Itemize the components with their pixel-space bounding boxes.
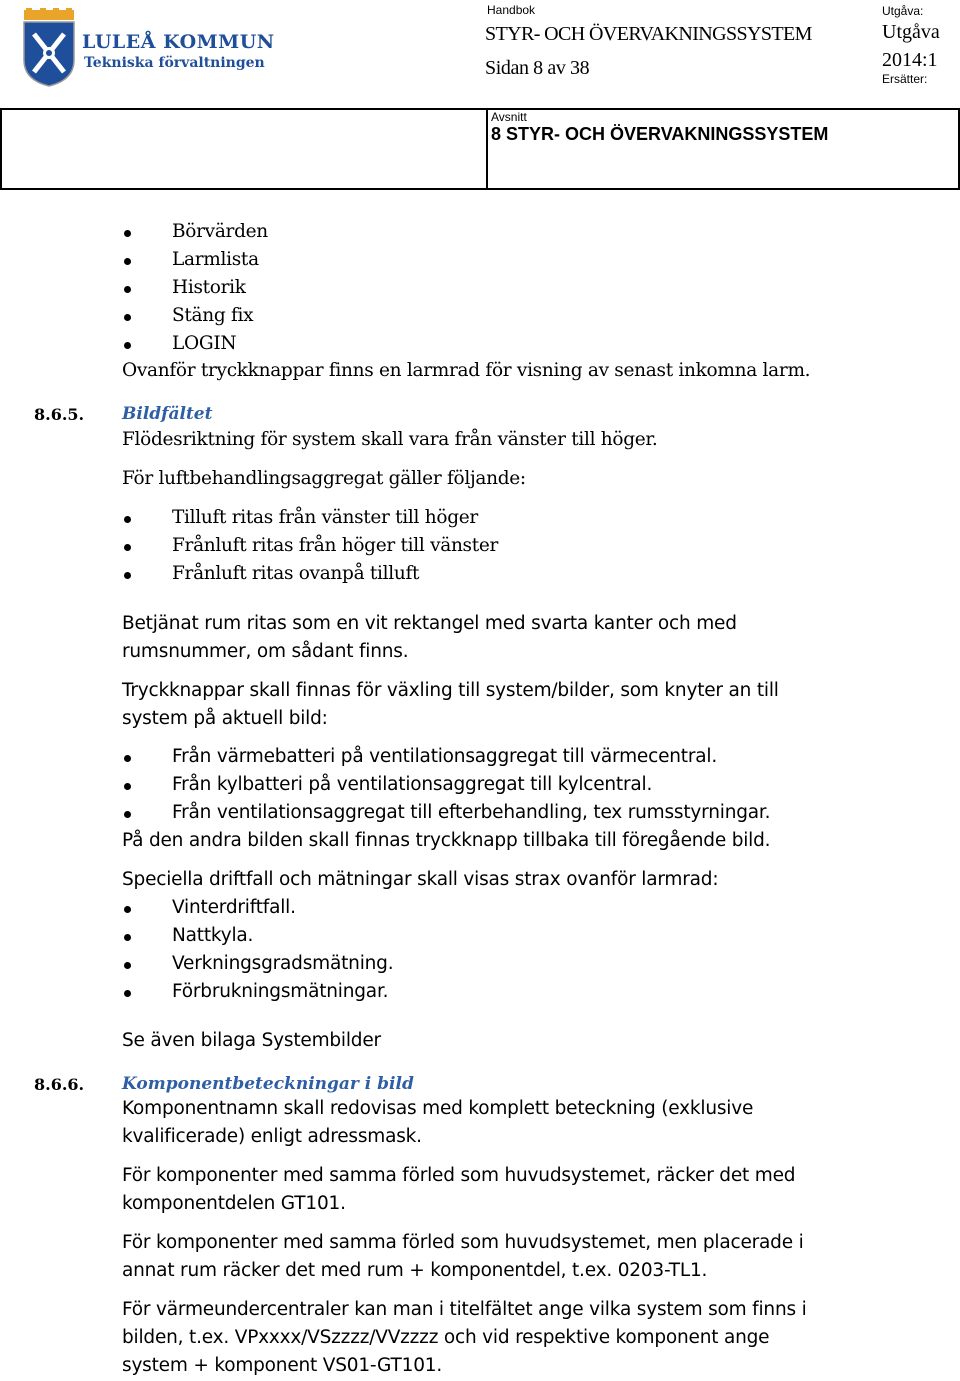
paragraph: bilden, t.ex. VPxxxx/VSzzzz/VVzzzz och vid respektive komponent ange <box>122 1327 770 1348</box>
coat-of-arms-icon <box>20 8 78 88</box>
paragraph: För komponenter med samma förled som huvudsystemet, räcker det med <box>122 1165 796 1186</box>
paragraph: system på aktuell bild: <box>122 708 328 729</box>
list-item: Frånluft ritas från höger till vänster <box>172 535 499 556</box>
paragraph: Betjänat rum ritas som en vit rektangel med svarta kanter och med <box>122 613 737 634</box>
list-item: Frånluft ritas ovanpå tilluft <box>172 563 420 584</box>
list-item: Börvärden <box>172 221 268 242</box>
list-item: Från kylbatteri på ventilationsaggregat till kylcentral. <box>172 774 653 795</box>
paragraph: Se även bilaga Systembilder <box>122 1030 381 1051</box>
page-number: Sidan 8 av 38 <box>485 57 590 79</box>
list-item: Förbrukningsmätningar. <box>172 981 389 1002</box>
list-item: Vinterdriftfall. <box>172 897 296 918</box>
header-left-box <box>0 108 488 190</box>
paragraph: För värmeundercentraler kan man i titelfältet ange vilka system som finns i <box>122 1299 807 1320</box>
logo-title: LULEÅ KOMMUN <box>82 31 275 53</box>
list-item: Tilluft ritas från vänster till höger <box>172 507 478 528</box>
list-item: LOGIN <box>172 333 237 354</box>
list-item: Från värmebatteri på ventilationsaggregat till värmecentral. <box>172 746 718 767</box>
utgava-label: Utgåva: <box>882 4 924 18</box>
paragraph: Speciella driftfall och mätningar skall visas strax ovanför larmrad: <box>122 869 719 890</box>
paragraph: För luftbehandlingsaggregat gäller följande: <box>122 468 526 489</box>
list-item: Larmlista <box>172 249 259 270</box>
list-item: Från ventilationsaggregat till efterbehandling, tex rumsstyrningar. <box>172 802 771 823</box>
paragraph: kvalificerade) enligt adressmask. <box>122 1126 422 1147</box>
avsnitt-title: 8 STYR- OCH ÖVERVAKNINGSSYSTEM <box>491 124 829 144</box>
list-item: Stäng fix <box>172 305 254 326</box>
list-item: Historik <box>172 277 246 298</box>
paragraph: På den andra bilden skall finnas tryckknapp tillbaka till föregående bild. <box>122 830 771 851</box>
section-title: Komponentbeteckningar i bild <box>122 1074 414 1094</box>
utgava-title: Utgåva <box>882 21 940 43</box>
ersatter-label: Ersätter: <box>882 72 928 86</box>
handbok-label: Handbok <box>487 3 536 17</box>
paragraph: Ovanför tryckknappar finns en larmrad för visning av senast inkomna larm. <box>122 360 811 381</box>
logo-subtitle: Tekniska förvaltningen <box>84 55 265 71</box>
paragraph: För komponenter med samma förled som huvudsystemet, men placerade i <box>122 1232 804 1253</box>
utgava-value: 2014:1 <box>882 49 938 71</box>
paragraph: rumsnummer, om sådant finns. <box>122 641 409 662</box>
paragraph: Flödesriktning för system skall vara från vänster till höger. <box>122 429 658 450</box>
header-avsnitt-box <box>486 108 960 190</box>
paragraph: komponentdelen GT101. <box>122 1193 346 1214</box>
section-number: 8.6.6. <box>34 1075 85 1094</box>
paragraph: system + komponent VS01-GT101. <box>122 1355 443 1376</box>
paragraph: Komponentnamn skall redovisas med komplett beteckning (exklusive <box>122 1098 754 1119</box>
section-title: Bildfältet <box>122 404 213 424</box>
avsnitt-label: Avsnitt <box>491 110 527 124</box>
paragraph: annat rum räcker det med rum + komponentdel, t.ex. 0203-TL1. <box>122 1260 708 1281</box>
section-number: 8.6.5. <box>34 405 85 424</box>
list-item: Nattkyla. <box>172 925 254 946</box>
handbok-title: STYR- OCH ÖVERVAKNINGSSYSTEM <box>485 23 812 45</box>
list-item: Verkningsgradsmätning. <box>172 953 394 974</box>
paragraph: Tryckknappar skall finnas för växling till system/bilder, som knyter an till <box>122 680 779 701</box>
